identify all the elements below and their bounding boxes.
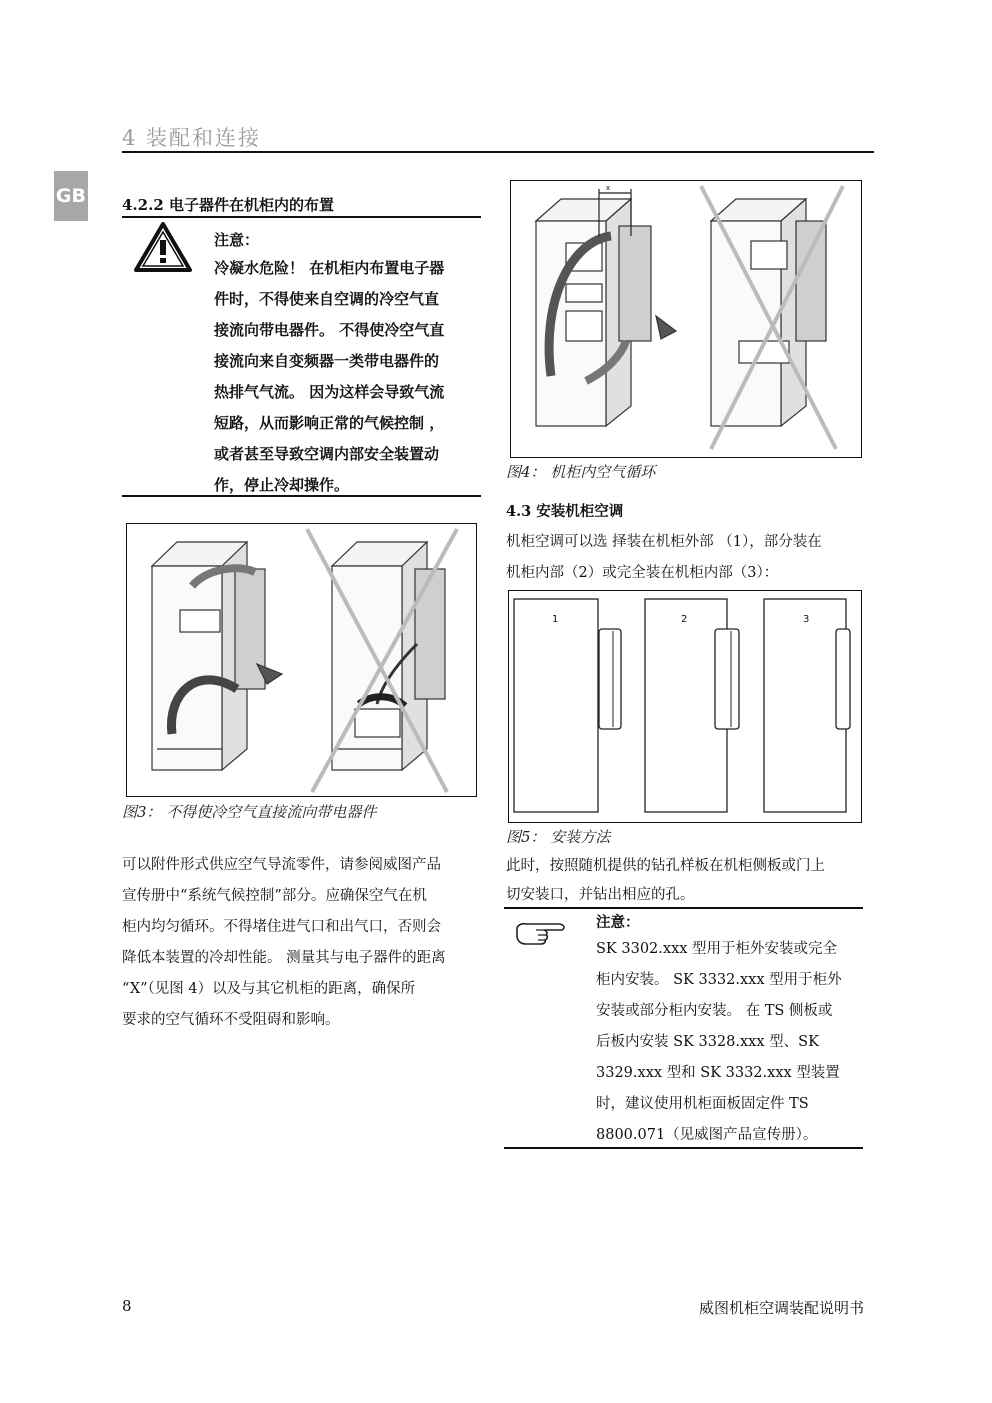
warning-triangle-icon xyxy=(134,222,192,272)
warning-text xyxy=(214,253,476,501)
text-line: 要求的空气循环不受阻碍和影响。 xyxy=(122,1012,340,1028)
note-line: SK 3302.xxx 型用于柜外安装或完全 xyxy=(596,941,838,957)
figure-3-illustration xyxy=(127,524,475,795)
figure-3 xyxy=(126,523,477,797)
figure-5-label-1: 1 xyxy=(552,614,559,625)
note-line: 3329.xxx 型和 SK 3332.xxx 型装置 xyxy=(596,1065,840,1081)
note-title: 注意： xyxy=(596,914,640,931)
note-line: 柜内安装。 SK 3332.xxx 型用于柜外 xyxy=(596,972,842,988)
section-heading-4-3: 4.3 安装机柜空调 xyxy=(506,503,624,520)
warning-line: 接流向来自变频器一类带电器件的 xyxy=(214,352,440,370)
note-rule xyxy=(504,907,863,909)
figure-5-label-2: 2 xyxy=(681,614,688,625)
warning-line: 件时，不得使来自空调的冷空气直 xyxy=(214,290,440,308)
pointing-hand-icon xyxy=(514,919,570,947)
text-line: 可以附件形式供应空气导流零件，请参阅威图产品 xyxy=(122,857,441,873)
note-line: 时，建议使用机柜面板固定件 TS xyxy=(596,1096,809,1112)
section-heading-4-2-2: 4.2.2 电子器件在机柜内的布置 xyxy=(122,196,334,214)
footer-title: 威图机柜空调装配说明书 xyxy=(698,1299,864,1317)
warning-line: 接流向带电器件。 不得使冷空气直 xyxy=(214,321,445,339)
figure-3-caption: 图3： 不得使冷空气直接流向带电器件 xyxy=(122,803,377,821)
warning-title: 注意： xyxy=(214,231,260,249)
warning-line: 或者甚至导致空调内部安全装置动 xyxy=(214,445,440,463)
note-text xyxy=(596,934,842,1151)
drilling-template-text xyxy=(506,852,872,910)
chapter-heading: 4 装配和连接 xyxy=(122,126,262,150)
note-end-rule xyxy=(504,1147,863,1149)
figure-4-dimension-label: x xyxy=(606,184,611,192)
text-line: 此时，按照随机提供的钻孔样板在机柜侧板或门上 xyxy=(506,858,825,874)
figure-5 xyxy=(508,590,862,823)
warning-line: 作，停止冷却操作。 xyxy=(214,476,350,494)
page-number: 8 xyxy=(122,1297,132,1315)
warning-line: 热排气气流。 因为这样会导致气流 xyxy=(214,383,445,401)
text-line: 切安装口，并钻出相应的孔。 xyxy=(506,887,695,903)
warning-line: 冷凝水危险！ 在机柜内布置电子器 xyxy=(214,259,445,277)
text-line: 宣传册中“系统气候控制”部分。应确保空气在机 xyxy=(122,888,427,904)
figure-4-illustration xyxy=(511,181,860,456)
text-line: 柜内均匀循环。不得堵住进气口和出气口，否则会 xyxy=(122,919,441,935)
header-rule xyxy=(122,151,874,153)
text-line: 机柜空调可以选 择装在机柜外部 （1），部分装在 xyxy=(506,534,822,550)
air-circulation-text xyxy=(122,850,488,1036)
warning-end-rule xyxy=(122,495,481,497)
language-tab: GB xyxy=(54,171,88,221)
figure-5-illustration xyxy=(509,591,860,821)
text-line: 机柜内部（2）或完全装在机柜内部（3）： xyxy=(506,565,779,581)
figure-4-caption: 图4： 机柜内空气循环 xyxy=(506,463,656,481)
section-rule xyxy=(122,216,481,218)
text-line: 降低本装置的冷却性能。 测量其与电子器件的距离 xyxy=(122,950,446,966)
figure-5-caption: 图5： 安装方法 xyxy=(506,828,611,846)
note-line: 8800.071（见威图产品宣传册）。 xyxy=(596,1127,818,1143)
figure-5-label-3: 3 xyxy=(803,614,810,625)
warning-line: 短路，从而影响正常的气候控制 ， xyxy=(214,414,445,432)
figure-4 xyxy=(510,180,862,458)
note-line: 安装或部分柜内安装。 在 TS 侧板或 xyxy=(596,1003,833,1019)
mounting-options-text xyxy=(506,527,872,589)
text-line: “X”（见图 4）以及与其它机柜的距离，确保所 xyxy=(122,981,416,997)
note-line: 后板内安装 SK 3328.xxx 型、SK xyxy=(596,1034,819,1050)
